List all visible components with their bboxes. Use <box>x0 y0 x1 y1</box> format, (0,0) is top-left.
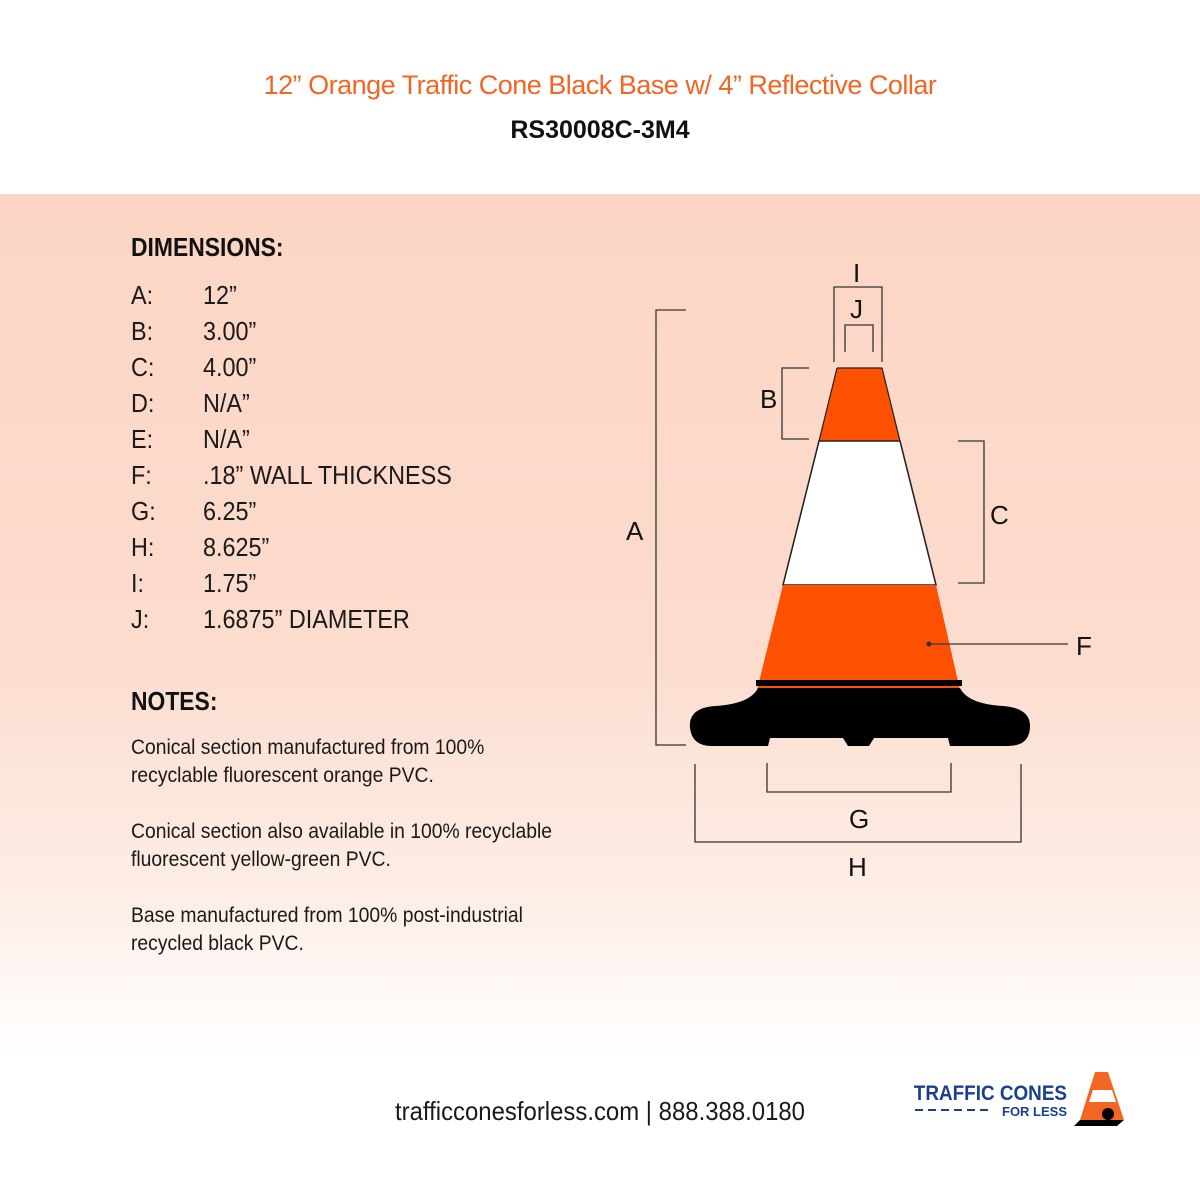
label-c: C <box>990 500 1009 530</box>
dimension-key: H: <box>131 532 155 562</box>
label-f: F <box>1076 631 1092 661</box>
cone-top-orange <box>819 368 900 441</box>
dimension-value: 1.6875” DIAMETER <box>203 604 410 634</box>
dimension-row-c <box>131 352 509 388</box>
dimensions-list <box>131 280 551 640</box>
label-i: I <box>853 258 861 288</box>
cone-black-stripe <box>756 680 962 686</box>
dimension-line-c <box>958 441 984 583</box>
dimension-row-j <box>131 604 509 640</box>
dimension-key: J: <box>131 604 150 634</box>
logo-line2: FOR LESS <box>1002 1104 1068 1119</box>
dimension-row-e <box>131 424 509 460</box>
label-b: B <box>760 384 778 414</box>
cone-lower-orange <box>757 585 960 690</box>
dimension-key: E: <box>131 424 154 454</box>
dimension-row-h <box>131 532 509 568</box>
dimension-key: B: <box>131 316 154 346</box>
header <box>0 0 1200 194</box>
notes-list <box>131 734 571 986</box>
dimension-value: .18” WALL THICKNESS <box>203 460 452 490</box>
label-g: G <box>849 804 870 834</box>
dimension-key: D: <box>131 388 155 418</box>
note-item: Conical section manufactured from 100% recyclable fluorescent orange PVC. <box>131 736 485 787</box>
dimension-line-g <box>767 763 951 792</box>
notes-heading: NOTES: <box>131 686 218 716</box>
dimension-row-d <box>131 388 509 424</box>
dimension-key: G: <box>131 496 156 526</box>
label-j: J <box>850 294 863 324</box>
dimension-line-a <box>656 310 686 745</box>
dimension-line-j <box>845 325 873 352</box>
cone-logo-icon <box>1074 1072 1124 1126</box>
dimension-row-a <box>131 280 509 316</box>
dimension-key: A: <box>131 280 154 310</box>
contact-info: trafficconesforless.com | 888.388.0180 <box>394 1096 806 1126</box>
dimension-key: F: <box>131 460 152 490</box>
dimension-key: I: <box>131 568 145 598</box>
dimension-value: 4.00” <box>203 352 257 382</box>
note-item: Base manufactured from 100% post-industrial recycled black PVC. <box>131 904 523 955</box>
page-title: 12” Orange Traffic Cone Black Base w/ 4” Reflective Collar <box>263 70 937 100</box>
cone-base <box>690 688 1030 746</box>
brand-logo <box>912 1068 1132 1128</box>
dimensions-heading: DIMENSIONS: <box>131 232 284 262</box>
label-h: H <box>848 852 867 882</box>
dimension-value: N/A” <box>203 424 250 454</box>
cone-diagram <box>560 240 1160 900</box>
dimension-value: 12” <box>203 280 237 310</box>
dimension-row-f <box>131 460 509 496</box>
dimension-value: 8.625” <box>203 532 270 562</box>
dimension-row-g <box>131 496 509 532</box>
product-sku: RS30008C-3M4 <box>510 116 690 144</box>
cone-reflective-collar <box>783 441 936 585</box>
dimension-line-b <box>782 368 809 439</box>
dimension-row-b <box>131 316 509 352</box>
dimension-value: 3.00” <box>203 316 257 346</box>
dimension-value: N/A” <box>203 388 250 418</box>
note-item: Conical section also available in 100% recyclable fluorescent yellow-green PVC. <box>131 820 552 871</box>
dimension-key: C: <box>131 352 155 382</box>
logo-line1: TRAFFIC CONES <box>913 1082 1068 1106</box>
dimension-value: 1.75” <box>203 568 257 598</box>
dimension-value: 6.25” <box>203 496 257 526</box>
label-a: A <box>626 516 644 546</box>
dimension-row-i <box>131 568 509 604</box>
